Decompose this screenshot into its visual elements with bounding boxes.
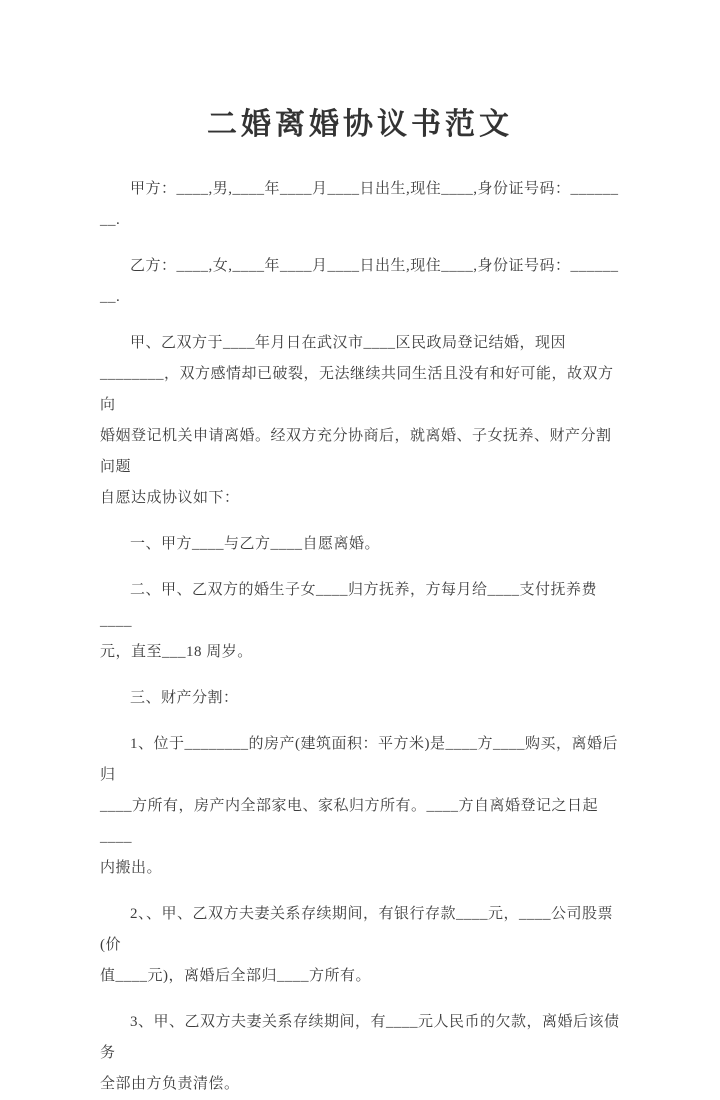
paragraph-line: 值____元)，离婚后全部归____方所有。 <box>100 968 371 984</box>
paragraph-line: 婚姻登记机关申请离婚。经双方充分协商后，就离婚、子女抚养、财产分割问题 <box>100 428 612 475</box>
paragraph-line: 乙方：____,女,____年____月____日出生,现住____,身份证号码：______ <box>130 258 619 274</box>
paragraph-line: 自愿达成协议如下： <box>100 490 240 506</box>
paragraph-line: __. <box>100 212 121 228</box>
paragraph-line: 内搬出。 <box>100 860 163 876</box>
paragraph-line: 甲、乙双方于____年月日在武汉市____区民政局登记结婚，现因 <box>130 335 567 351</box>
paragraph-line: 甲方：____,男,____年____月____日出生,现住____,身份证号码：______ <box>130 181 619 197</box>
paragraph <box>100 899 620 992</box>
paragraph-line: 全部由方负责清偿。 <box>100 1076 240 1092</box>
paragraph <box>100 575 620 668</box>
paragraph <box>100 251 620 313</box>
paragraph <box>100 174 620 236</box>
paragraph-line: __. <box>100 289 121 305</box>
paragraph-line: 元，直至___18 周岁。 <box>100 644 253 660</box>
paragraph <box>100 729 620 884</box>
paragraph-line: 一、甲方____与乙方____自愿离婚。 <box>130 536 381 552</box>
paragraph <box>100 328 620 514</box>
paragraph-line: ________，双方感情却已破裂，无法继续共同生活且没有和好可能，故双方向 <box>100 366 614 413</box>
paragraph-line: 3、甲、乙双方夫妻关系存续期间，有____元人民币的欠款，离婚后该债务 <box>100 1014 620 1061</box>
paragraph-line: 1、位于________的房产(建筑面积：平方米)是____方____购买，离婚后归 <box>100 736 618 783</box>
paragraph <box>100 683 620 714</box>
document-body <box>100 174 620 1100</box>
paragraph-line: 2、、甲、乙双方夫妻关系存续期间，有银行存款____元，____公司股票(价 <box>100 906 614 953</box>
document-title: 二婚离婚协议书范文 <box>207 108 513 141</box>
paragraph-line: 二、甲、乙双方的婚生子女____归方抚养，方每月给____支付抚养费____ <box>100 582 598 629</box>
paragraph-line: ____方所有，房产内全部家电、家私归方所有。____方自离婚登记之日起____ <box>100 798 599 845</box>
paragraph <box>100 1007 620 1100</box>
paragraph-line: 三、财产分割： <box>130 690 239 706</box>
paragraph <box>100 529 620 560</box>
